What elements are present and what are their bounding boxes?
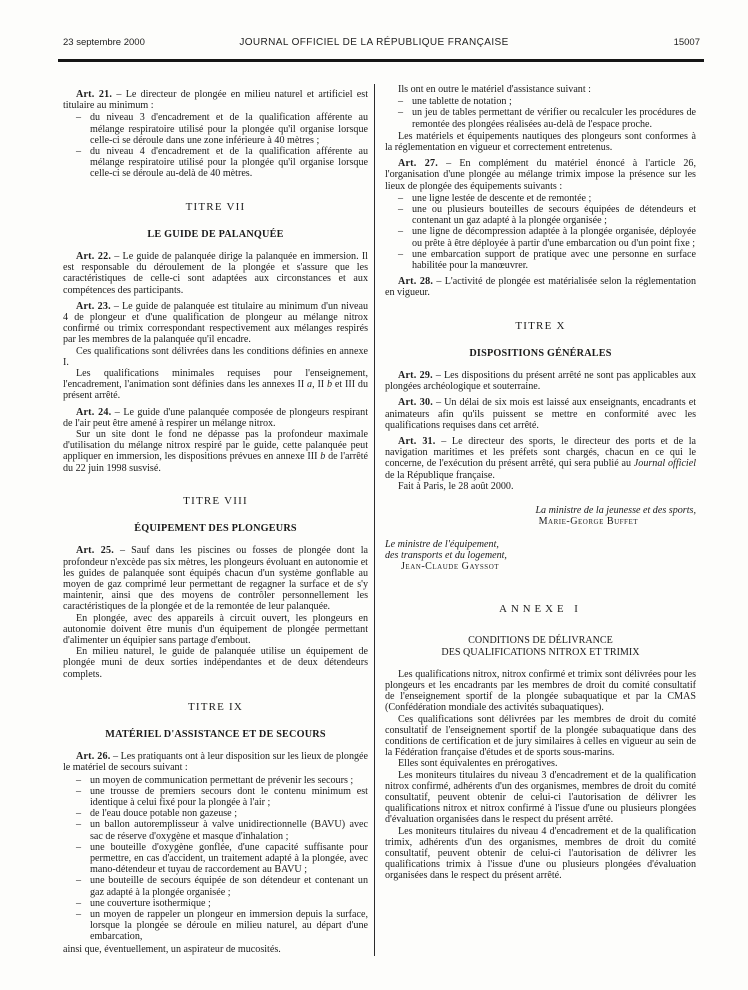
- bullet-item: – une trousse de premiers secours dont le contenu minimum est identique à celui fixé pour la plongée à l'air ;: [76, 785, 368, 808]
- article-paragraph: Art. 29. – Les dispositions du présent arrêté ne sont pas applicables aux plongées archéologique et souterraine.: [385, 370, 697, 393]
- signatory-name: Marie-George Buffet: [538, 516, 638, 528]
- paragraph: Ces qualifications sont délivrées dans les conditions définies en annexe I.: [63, 345, 368, 368]
- signature-block-right: [385, 505, 696, 527]
- paragraph: ainsi que, éventuellement, un aspirateur de mucosités.: [63, 943, 281, 955]
- right-column: [385, 84, 696, 955]
- header-rule: [58, 59, 704, 62]
- section-heading: DISPOSITIONS GÉNÉRALES: [469, 347, 612, 359]
- bullet-list: [63, 775, 368, 943]
- bullet-list: [385, 193, 696, 271]
- dash-icon: –: [76, 785, 82, 797]
- dash-icon: –: [398, 226, 404, 238]
- dash-icon: –: [398, 204, 404, 216]
- dash-icon: –: [398, 192, 404, 204]
- bullet-list: [385, 96, 696, 130]
- paragraph: Ils ont en outre le matériel d'assistance suivant :: [398, 84, 591, 95]
- article-paragraph: Art. 31. – Le directeur des sports, le directeur des ports et de la navigation maritimes et les préfets sont chargés, chacun en ce qui le concerne, de l'exécution du présent arrêté, qui sera publié au Journal officiel de la République française.: [385, 436, 697, 481]
- article-paragraph: Art. 23. – Le guide de palanquée est titulaire au minimum d'un niveau 4 de plongeur et d'une qualification de plongeur au mélange nitrox confirmé ou trimix correspondant respectivement aux mélanges respirés par les membres de la palanquée qu'il encadre.: [63, 300, 368, 346]
- bullet-item: – une bouteille de secours équipée de son détendeur et contenant un gaz adapté à la plongée organisée ;: [76, 875, 368, 898]
- section-title: TITRE VII: [185, 200, 246, 213]
- article-label: Art. 22.: [76, 251, 112, 263]
- header-date: 23 septembre 2000: [63, 37, 145, 48]
- section-title: TITRE IX: [187, 700, 244, 713]
- signatory-title: des transports et du logement,: [385, 549, 507, 561]
- article-paragraph: Art. 30. – Un délai de six mois est laissé aux enseignants, encadrants et animateurs afin qu'ils puissent se mettre en conformité avec les qualifications requises dans cet arrêté.: [385, 397, 696, 431]
- article-paragraph: Art. 27. – En complément du matériel énoncé à l'article 26, l'organisation d'une plongée au mélange trimix impose la présence sur les lieux de plongée des équipements suivants :: [385, 158, 696, 192]
- header-page-number: 15007: [673, 37, 700, 48]
- section-title: TITRE X: [515, 319, 566, 332]
- bullet-item: – une ou plusieurs bouteilles de secours équipées de détendeurs et contenant un gaz adapté à la plongée organisée ;: [398, 204, 696, 227]
- section-heading: ÉQUIPEMENT DES PLONGEURS: [134, 523, 297, 535]
- dash-icon: –: [76, 808, 82, 820]
- dash-icon: –: [76, 774, 82, 786]
- annex-heading-line: CONDITIONS DE DÉLIVRANCE: [468, 635, 613, 647]
- paragraph: Les matériels et équipements nautiques des plongeurs sont conformes à la réglementation en vigueur et correctement entretenus.: [385, 130, 696, 154]
- article-paragraph: Art. 22. – Le guide de palanquée dirige la palanquée en immersion. Il est responsable du déroulement de la plongée et s'assure que les caractéristiques de celle-ci sont adaptées aux circonstances et aux compétences des participants.: [63, 251, 368, 296]
- article-label: Art. 24.: [76, 406, 112, 418]
- article-label: Art. 25.: [76, 545, 114, 557]
- signatory-title: Le ministre de l'équipement,: [385, 538, 499, 550]
- dash-icon: –: [76, 819, 82, 831]
- article-label: Art. 28.: [398, 276, 434, 288]
- paragraph: Elles sont équivalentes en prérogatives.: [398, 758, 558, 770]
- dash-icon: –: [398, 248, 404, 260]
- section-heading: LE GUIDE DE PALANQUÉE: [147, 228, 284, 240]
- article-label: Art. 26.: [76, 751, 111, 763]
- bullet-item: – de l'eau douce potable non gazeuse ;: [76, 808, 237, 820]
- article-paragraph: Art. 28. – L'activité de plongée est matérialisée selon la réglementation en vigueur.: [385, 276, 696, 299]
- paragraph: En plongée, avec des appareils à circuit ouvert, les plongeurs en autonomie doivent être munis d'un équipement de plongée permettant d'alimenter un équipier sans partage d'embout.: [63, 612, 368, 646]
- article-label: Art. 30.: [398, 397, 433, 409]
- article-label: Art. 21.: [76, 89, 113, 100]
- bullet-item: – un jeu de tables permettant de vérifier ou recalculer les procédures de remontée des plongées réalisées au-delà de l'espace proche.: [398, 107, 696, 130]
- article-label: Art. 23.: [76, 300, 111, 312]
- dash-icon: –: [76, 112, 82, 124]
- section-heading: MATÉRIEL D'ASSISTANCE ET DE SECOURS: [105, 728, 326, 740]
- article-paragraph: Art. 26. – Les pratiquants ont à leur disposition sur les lieux de plongée le matériel de secours suivant :: [63, 751, 369, 774]
- bullet-item: – du niveau 3 d'encadrement et de la qualification afférente au mélange respiratoire utilisé pour la plongée qu'il organise lorsque celle-ci se déroule dans une zone inférieure à 40 mètres ;: [76, 112, 368, 146]
- article-label: Art. 27.: [398, 158, 438, 170]
- paragraph: Fait à Paris, le 28 août 2000.: [398, 480, 514, 492]
- signature-block-left: [385, 539, 696, 573]
- paragraph: Les qualifications minimales requises pour l'enseignement, l'encadrement, l'animation sont définies dans les annexes II a, II b et III du présent arrêté.: [63, 368, 368, 402]
- dash-icon: –: [398, 107, 404, 119]
- left-column: [63, 84, 368, 955]
- dash-icon: –: [76, 146, 82, 158]
- bullet-item: – un moyen de rappeler un plongeur en immersion depuis la surface, lorsque la plongée se déroule en milieu naturel, au départ d'une embarcation,: [76, 908, 368, 943]
- annex-heading: [385, 635, 696, 657]
- article-paragraph: Art. 21. – Le directeur de plongée en milieu naturel et artificiel est titulaire au minimum :: [63, 89, 369, 112]
- bullet-item: – une ligne lestée de descente et de remontée ;: [398, 192, 592, 204]
- paragraph: Ces qualifications sont délivrées par les membres de droit du comité consultatif de l'enseignement sportif de la plongée subaquatique dans des conditions de certification et de jury similaires à celles en vigueur au sein de la Fédération française d'études et de sports sous-marins.: [385, 713, 696, 759]
- bullet-item: – un ballon autoremplisseur à valve unidirectionnelle (BAVU) avec sac de réserve d'oxygène et masque d'inhalation ;: [76, 819, 368, 842]
- header-journal-title: JOURNAL OFFICIEL DE LA RÉPUBLIQUE FRANÇAISE: [239, 37, 509, 48]
- annex-title: ANNEXE I: [499, 603, 582, 616]
- two-column-body: [63, 84, 696, 955]
- bullet-item: – une bouteille d'oxygène gonflée, d'une capacité suffisante pour permettre, en cas d'accident, un traitement adapté à la plongée, avec mano-détendeur et tuyau de raccordement au BAVU ;: [76, 841, 368, 876]
- paragraph: Les moniteurs titulaires du niveau 3 d'encadrement et de la qualification nitrox confirmé, adhérents d'un des organismes, membres de droit du comité consultatif, peuvent obtenir de celui-ci l'autorisation de délivrer les qualifications nitrox et nitrox confirmé à l'issue d'une ou plusieurs plongées d'évaluation organisées dans le respect du présent arrêté.: [385, 769, 696, 826]
- bullet-item: – une couverture isothermique ;: [76, 897, 211, 909]
- dash-icon: –: [76, 897, 82, 909]
- dash-icon: –: [398, 96, 404, 108]
- signatory-name: Jean-Claude Gayssot: [401, 560, 500, 572]
- bullet-item: – une embarcation support de pratique avec une personne en surface habilitée pour la manœuvrer.: [398, 248, 696, 272]
- bullet-list: [63, 112, 368, 179]
- signatory-title: La ministre de la jeunesse et des sports,: [535, 505, 696, 517]
- paragraph: Les moniteurs titulaires du niveau 4 d'encadrement et de la qualification trimix, adhérents d'un des organismes, membres de droit du comité consultatif, peuvent obtenir de celui-ci l'autorisation de délivrer les qualifications trimix à l'issue d'une ou plusieurs plongées d'évaluation organisées dans le respect du présent arrêté.: [385, 825, 696, 882]
- paragraph: Sur un site dont le fond ne dépasse pas la profondeur maximale d'utilisation du mélange nitrox respiré par le guide, cette palanquée peut appliquer en immersion, les dispositions prévues en annexe III b de l'arrêté du 22 juin 1998 susvisé.: [63, 429, 368, 474]
- section-title: TITRE VIII: [183, 494, 248, 507]
- bullet-item: – un moyen de communication permettant de prévenir les secours ;: [76, 774, 354, 786]
- article-paragraph: Art. 25. – Sauf dans les piscines ou fosses de plongée dont la profondeur n'excède pas six mètres, les plongeurs évoluant en autonomie et les guides de palanquée sont équipés chacun d'un système gonflable au moyen de gaz comprimé leur permettant de regagner la surface et de s'y maintenir, ainsi que des moyens de contrôler personnellement les caractéristiques de la plongée et de la remontée de leur palanquée.: [63, 545, 369, 613]
- dash-icon: –: [76, 875, 82, 887]
- paragraph: En milieu naturel, le guide de palanquée utilise un équipement de plongée muni de deux sorties indépendantes et de deux détendeurs complets.: [63, 646, 368, 680]
- article-label: Art. 29.: [398, 370, 433, 382]
- dash-icon: –: [76, 841, 82, 853]
- dash-icon: –: [76, 908, 82, 920]
- annex-heading-line: DES QUALIFICATIONS NITROX ET TRIMIX: [441, 646, 640, 658]
- article-label: Art. 31.: [398, 436, 436, 448]
- article-paragraph: Art. 24. – Le guide d'une palanquée composée de plongeurs respirant de l'air peut être amené à respirer un mélange nitrox.: [63, 406, 368, 429]
- paragraph: Les qualifications nitrox, nitrox confirmé et trimix sont délivrées pour les plongeurs et les encadrants par les membres de droit du comité consultatif de l'enseignement sportif de la plongée subaquatique et par la CMAS (Confédération mondiale des activités subaquatiques).: [385, 668, 696, 714]
- bullet-item: – une ligne de décompression adaptée à la plongée organisée, déployée ou prête à être déployée à partir d'une embarcation ou d'un point fixe ;: [398, 226, 696, 249]
- bullet-item: – une tablette de notation ;: [398, 96, 512, 108]
- bullet-item: – du niveau 4 d'encadrement et de la qualification afférente au mélange respiratoire utilisé pour la plongée qu'il organise lorsque celle-ci se déroule au-delà de 40 mètres.: [76, 146, 368, 180]
